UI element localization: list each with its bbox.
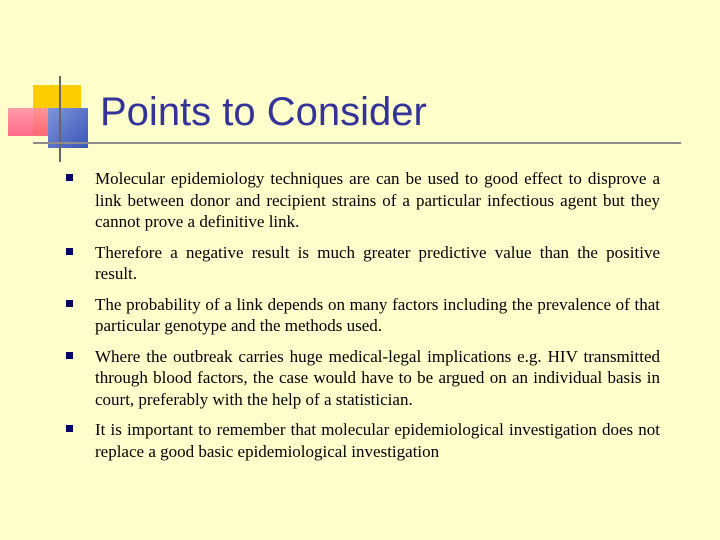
bullet-item: [66, 242, 660, 285]
bullet-text: The probability of a link depends on many factors including the prevalence of that particular genotype and the methods used.: [95, 294, 660, 335]
bullet-list: [66, 168, 660, 471]
square-bullet-icon: [66, 248, 73, 255]
square-bullet-icon: [66, 425, 73, 432]
bullet-text: Where the outbreak carries huge medical-legal implications e.g. HIV transmitted through blood factors, the case would have to be argued on an individual basis in court, preferably with the help of a statistician.: [95, 346, 660, 409]
bullet-item: [66, 346, 660, 411]
bullet-text: Molecular epidemiology techniques are can be used to good effect to disprove a link between donor and recipient strains of a particular infectious agent but they cannot prove a definitive link.: [95, 169, 660, 231]
square-bullet-icon: [66, 300, 73, 307]
slide-title: Points to Consider: [100, 90, 427, 134]
square-bullet-icon: [66, 174, 73, 181]
logo-vertical-line: [59, 76, 61, 162]
bullet-item: [66, 419, 660, 462]
bullet-item: [66, 168, 660, 233]
square-bullet-icon: [66, 352, 73, 359]
title-underline: [33, 142, 681, 144]
bullet-item: [66, 294, 660, 337]
bullet-text: It is important to remember that molecular epidemiological investigation does not replace a good basic epidemiological investigation: [95, 420, 660, 461]
bullet-text: Therefore a negative result is much greater predictive value than the positive result.: [95, 242, 660, 283]
